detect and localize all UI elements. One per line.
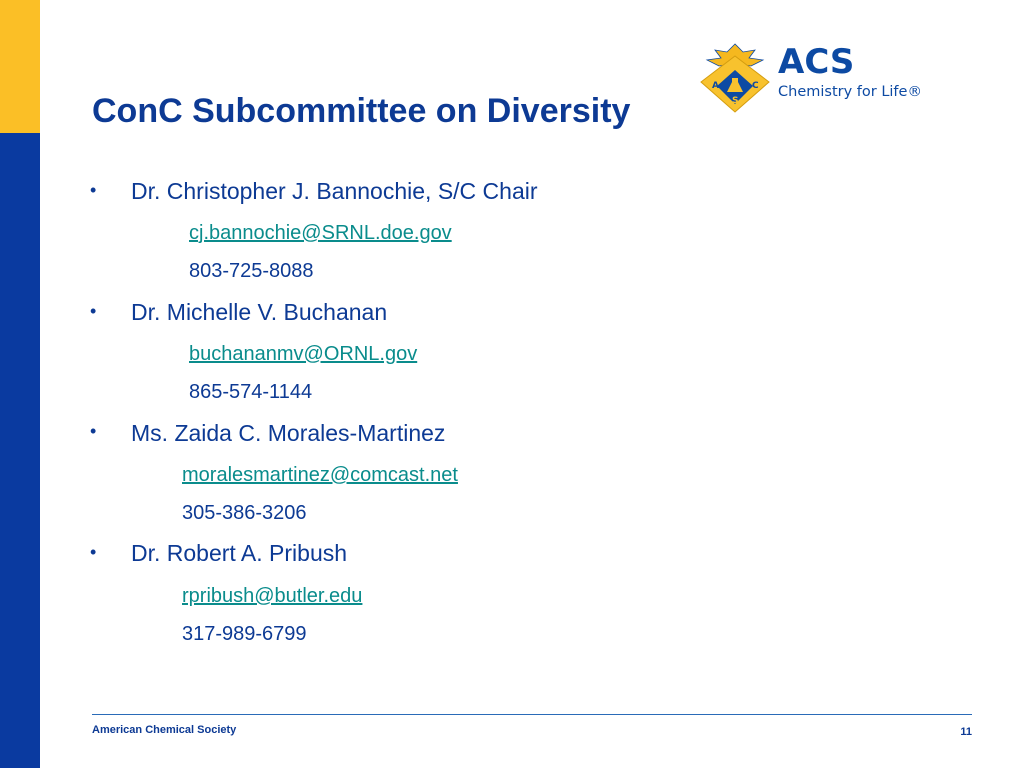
member-email-link[interactable]: cj.bannochie@SRNL.doe.gov xyxy=(189,222,452,244)
bullet: • xyxy=(90,421,97,441)
member-email-link[interactable]: rpribush@butler.edu xyxy=(182,585,363,607)
member-name: Dr. Christopher J. Bannochie, S/C Chair xyxy=(131,178,538,204)
member-phone: 317-989-6799 xyxy=(182,623,307,645)
member-name: Dr. Robert A. Pribush xyxy=(131,540,348,566)
logo-wordmark: ACS xyxy=(778,42,855,82)
slide-title: ConC Subcommittee on Diversity xyxy=(92,92,631,130)
footer-organization: American Chemical Society xyxy=(92,724,237,736)
member-phone: 803-725-8088 xyxy=(189,260,314,282)
footer-divider xyxy=(92,714,972,715)
bullet: • xyxy=(90,542,97,562)
bullet: • xyxy=(90,180,97,200)
page-number: 11 xyxy=(960,726,972,738)
seal-letter-s: S xyxy=(732,96,739,106)
member-name: Ms. Zaida C. Morales-Martinez xyxy=(131,420,446,446)
member-phone: 865-574-1144 xyxy=(189,381,313,403)
logo-tagline: Chemistry for Life® xyxy=(778,84,922,100)
member-phone: 305-386-3206 xyxy=(182,502,307,524)
seal-letter-a: A xyxy=(712,81,719,91)
acs-seal-icon xyxy=(697,42,773,116)
seal-letter-c: C xyxy=(752,81,759,91)
member-name: Dr. Michelle V. Buchanan xyxy=(131,299,388,325)
bullet: • xyxy=(90,301,97,321)
acs-logo xyxy=(697,42,922,116)
side-accent-gold-block xyxy=(0,0,40,133)
member-email-link[interactable]: buchananmv@ORNL.gov xyxy=(189,343,418,365)
member-email-link[interactable]: moralesmartinez@comcast.net xyxy=(182,464,458,486)
